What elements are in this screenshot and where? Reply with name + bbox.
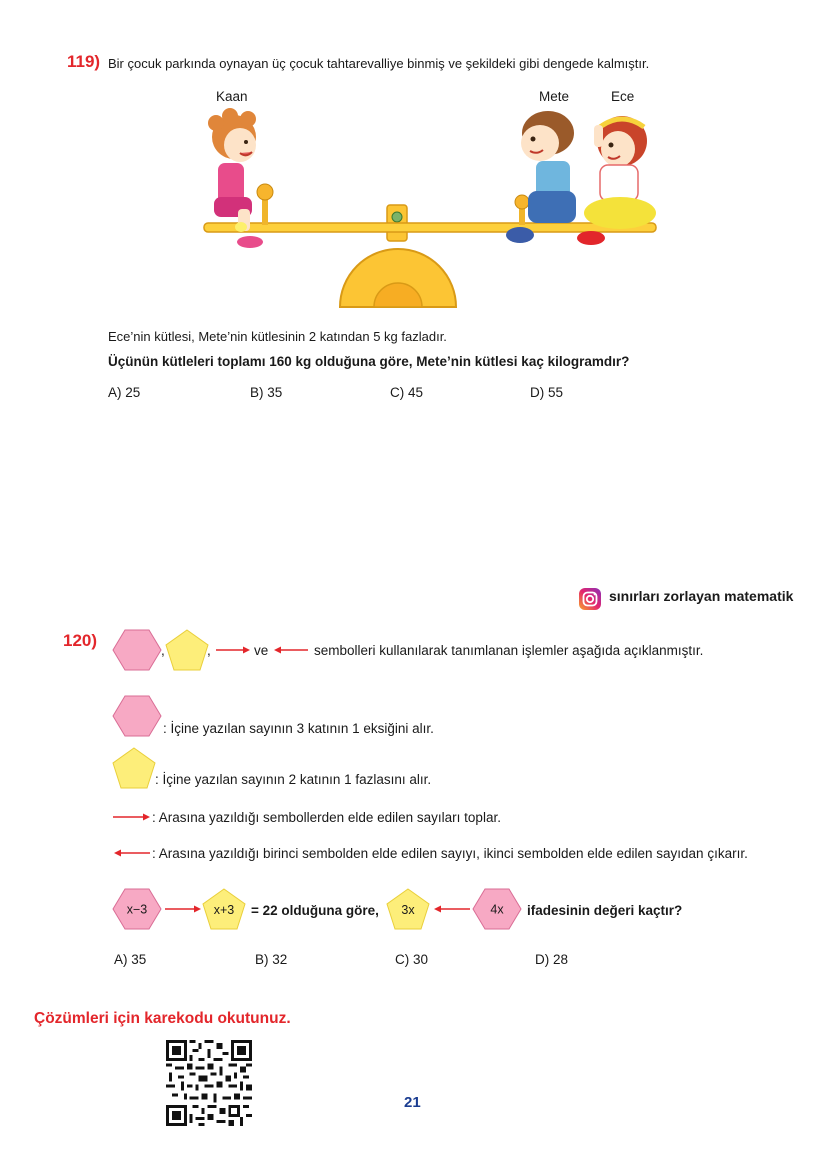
question-120-intro: sembolleri kullanılarak tanımlanan işlemler aşağıda açıklanmıştır. (314, 643, 704, 658)
expr-pentagon-1-label: x+3 (213, 903, 235, 917)
q119-option-d[interactable]: D) 55 (530, 385, 564, 400)
definition-hexagon: : İçine yazılan sayının 3 katının 1 eksiğini alır. (163, 721, 434, 736)
question-120-number: 120) (63, 631, 98, 650)
q120-option-d[interactable]: D) 28 (535, 952, 569, 967)
q119-option-b[interactable]: B) 35 (250, 385, 283, 400)
expr-pentagon-2-label: 3x (401, 903, 415, 917)
definition-left-arrow: : Arasına yazıldığı birinci sembolden elde edilen sayıyı, ikinci sembolden elde edilen sayıdan çıkarır. (152, 846, 748, 861)
pentagon-symbol (166, 630, 208, 670)
right-arrow-symbol (216, 647, 250, 654)
q120-option-b[interactable]: B) 32 (255, 952, 288, 967)
qr-code[interactable] (166, 1040, 252, 1126)
brand-text: sınırları zorlayan matematik (609, 588, 794, 604)
name-kaan: Kaan (216, 89, 248, 104)
expr-hexagon-2-label: 4x (490, 902, 504, 917)
q119-option-a[interactable]: A) 25 (108, 385, 141, 400)
definition-pentagon: : İçine yazılan sayının 2 katının 1 fazlasını alır. (155, 772, 432, 787)
question-119-statement: Ece’nin kütlesi, Mete’nin kütlesinin 2 katından 5 kg fazladır. (108, 329, 447, 344)
expr-right-arrow (165, 906, 201, 913)
intro-symbols (112, 628, 312, 672)
expression-question: ifadesinin değeri kaçtır? (527, 903, 683, 918)
intro-comma-1: , (161, 643, 165, 658)
expr-hexagon-1-label: x−3 (126, 902, 148, 917)
question-119-prompt: Üçünün kütleleri toplamı 160 kg olduğuna göre, Mete’nin kütlesi kaç kilogramdır? (108, 354, 630, 369)
definition-right-arrow: : Arasına yazıldığı sembollerden elde edilen sayıları toplar. (152, 810, 501, 825)
name-mete: Mete (539, 89, 570, 104)
seesaw-illustration (190, 105, 670, 310)
expr-hexagon-1 (113, 889, 161, 929)
intro-ve: ve (254, 643, 269, 658)
def-left-arrow-symbol (112, 846, 152, 860)
expr-hexagon-2 (473, 889, 521, 929)
expr-pentagon-2 (387, 889, 429, 929)
q120-option-c[interactable]: C) 30 (395, 952, 429, 967)
expr-left-arrow (434, 906, 470, 913)
intro-comma-2: , (207, 643, 211, 658)
expr-pentagon-1 (203, 889, 245, 929)
page-number: 21 (404, 1094, 421, 1111)
q119-option-c[interactable]: C) 45 (390, 385, 424, 400)
def-hexagon-symbol (112, 694, 162, 738)
left-arrow-symbol (274, 647, 308, 654)
question-119-intro: Bir çocuk parkında oynayan üç çocuk tahtarevalliye binmiş ve şekildeki gibi dengede kalmıştır. (108, 56, 650, 71)
hexagon-symbol (113, 630, 161, 670)
name-ece: Ece (611, 89, 635, 104)
def-right-arrow-symbol (112, 810, 152, 824)
q120-option-a[interactable]: A) 35 (114, 952, 147, 967)
seesaw-base (340, 205, 456, 307)
instagram-icon (578, 587, 602, 611)
question-119-number: 119) (67, 52, 101, 71)
solutions-heading: Çözümleri için karekodu okutunuz. (34, 1010, 291, 1027)
def-pentagon-symbol (112, 746, 158, 790)
expression-equals: = 22 olduğuna göre, (251, 903, 379, 918)
